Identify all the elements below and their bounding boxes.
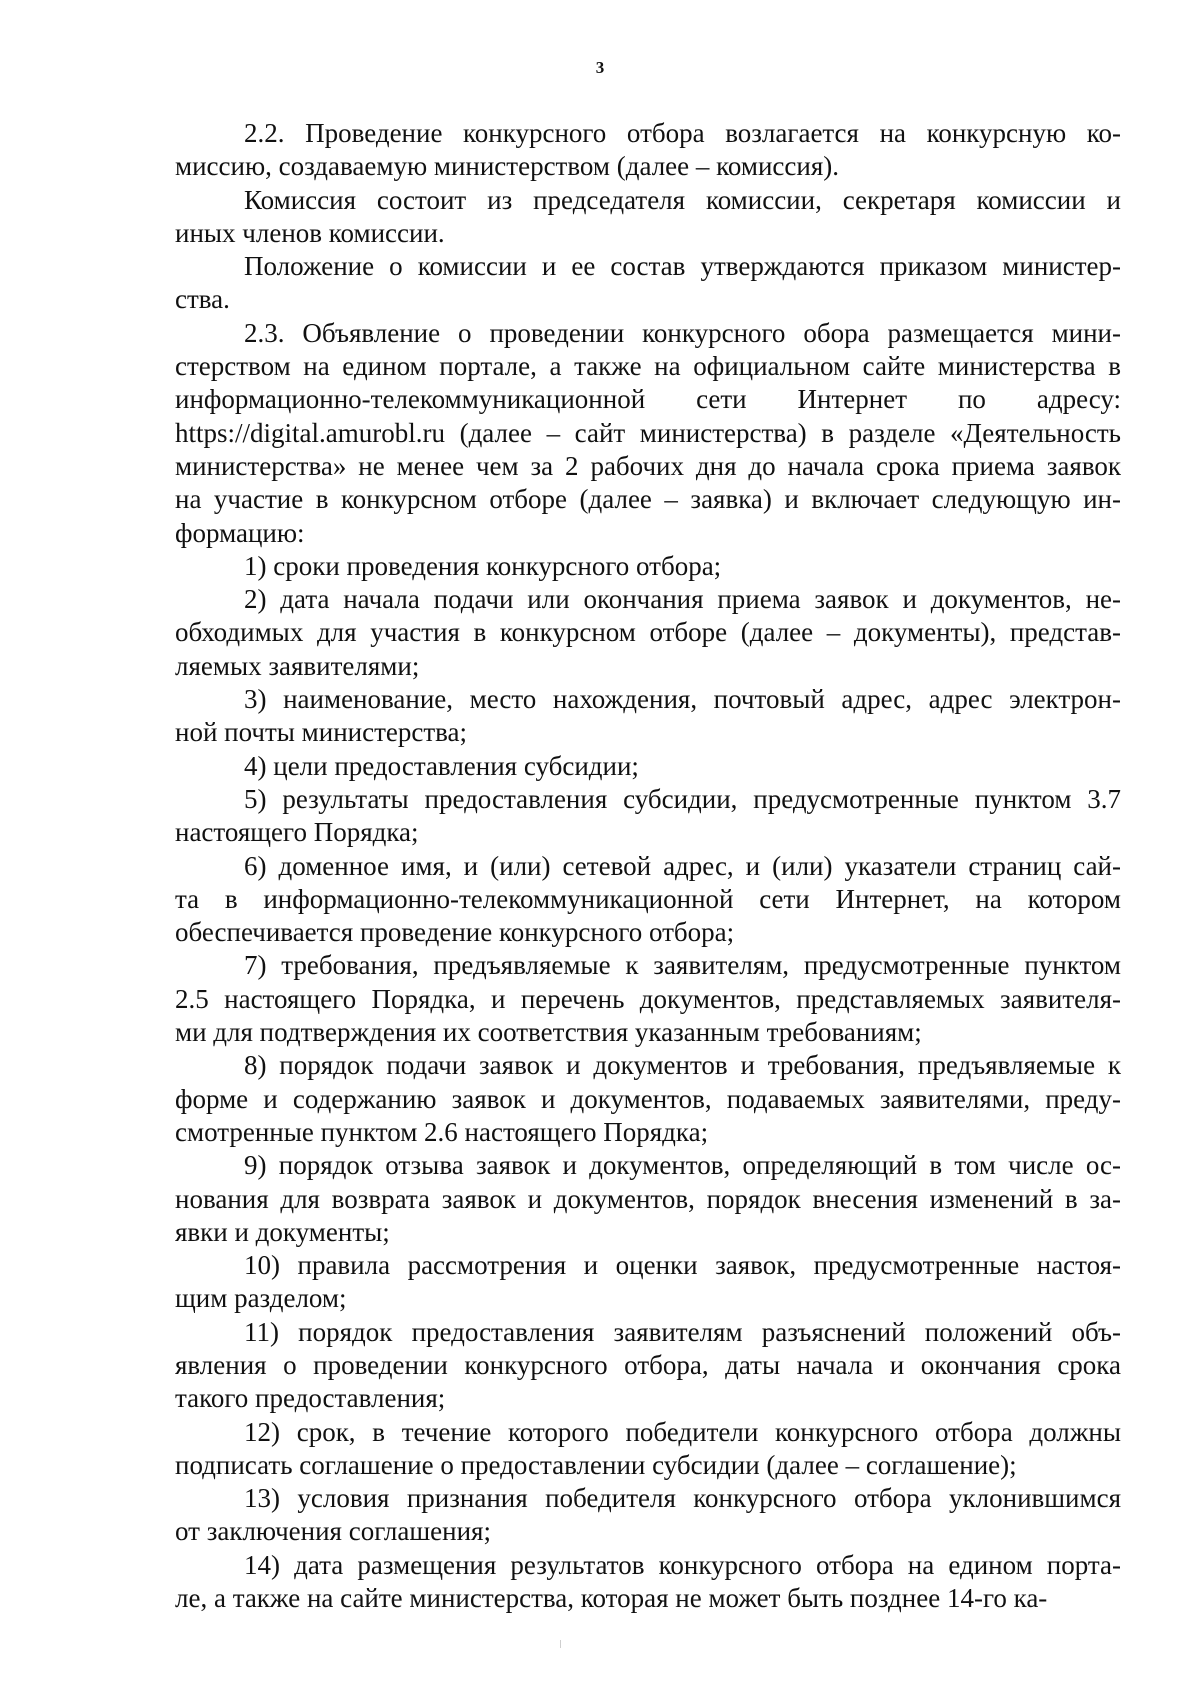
text-line: 10) правила рассмотрения и оценки заявок, предусмотренные настоя- [244, 1250, 1121, 1281]
text-line: 4) цели предоставления субсидии; [244, 750, 639, 781]
paragraph [175, 1316, 1121, 1416]
text-line: стерством на едином портале, а также на официальном сайте министерства в [175, 351, 1121, 382]
text-line: министерства» не менее чем за 2 рабочих дня до начала срока приема заявок [175, 450, 1121, 481]
document-body [175, 117, 1121, 1615]
paragraph [175, 550, 1121, 583]
paragraph [175, 949, 1121, 1049]
paragraph [175, 783, 1121, 850]
paragraph [175, 750, 1121, 783]
paragraph [175, 850, 1121, 950]
text-line: Положение о комиссии и ее состав утверждаются приказом министер- [244, 251, 1121, 282]
text-line: ляемых заявителями; [175, 650, 420, 681]
text-line: 9) порядок отзыва заявок и документов, определяющий в том числе ос- [244, 1150, 1121, 1181]
text-line: 7) требования, предъявляемые к заявителям, предусмотренные пунктом [244, 950, 1121, 981]
text-line: явки и документы; [175, 1216, 390, 1247]
text-line: 14) дата размещения результатов конкурсного отбора на едином порта- [244, 1549, 1121, 1580]
text-line: такого предоставления; [175, 1383, 446, 1414]
paragraph [175, 683, 1121, 750]
text-line: иных членов комиссии. [175, 217, 445, 248]
text-line: 11) порядок предоставления заявителям разъяснений положений объ- [244, 1316, 1121, 1347]
text-line: явления о проведении конкурсного отбора, даты начала и окончания срока [175, 1349, 1121, 1380]
text-line: щим разделом; [175, 1283, 347, 1314]
paragraph [175, 184, 1121, 251]
text-line: 8) порядок подачи заявок и документов и требования, предъявляемые к [244, 1050, 1121, 1081]
paragraph [175, 1482, 1121, 1549]
text-line: 2.3. Объявление о проведении конкурсного обора размещается мини- [244, 317, 1121, 348]
text-line: формацию: [175, 517, 305, 548]
text-line: 2.5 настоящего Порядка, и перечень документов, представляемых заявителя- [175, 983, 1121, 1014]
text-line: ной почты министерства; [175, 717, 468, 748]
text-line: ства. [175, 284, 230, 315]
paragraph [175, 1049, 1121, 1149]
text-line: обеспечивается проведение конкурсного отбора; [175, 917, 735, 948]
text-line: форме и содержанию заявок и документов, подаваемых заявителями, преду- [175, 1083, 1121, 1114]
paragraph [175, 1249, 1121, 1316]
paragraph [175, 1149, 1121, 1249]
text-line: ми для подтверждения их соответствия указанным требованиям; [175, 1017, 922, 1048]
text-line: нования для возврата заявок и документов, порядок внесения изменений в за- [175, 1183, 1121, 1214]
text-line: ле, а также на сайте министерства, которая не может быть позднее 14-го ка- [175, 1583, 1048, 1614]
text-line: https://digital.amurobl.ru (далее – сайт министерства) в разделе «Деятельность [175, 417, 1121, 448]
paragraph [175, 583, 1121, 683]
scan-artifact [560, 1640, 561, 1648]
text-line: смотренные пунктом 2.6 настоящего Порядка; [175, 1116, 709, 1147]
text-line: миссию, создаваемую министерством (далее – комиссия). [175, 151, 839, 182]
paragraph [175, 317, 1121, 550]
paragraph [175, 117, 1121, 184]
text-line: обходимых для участия в конкурсном отборе (далее – документы), представ- [175, 617, 1121, 648]
text-line: информационно-телекоммуникационной сети Интернет по адресу: [175, 384, 1121, 415]
page-number: 3 [595, 58, 605, 77]
text-line: 13) условия признания победителя конкурсного отбора уклонившимся [244, 1483, 1121, 1514]
text-line: 5) результаты предоставления субсидии, предусмотренные пунктом 3.7 [244, 783, 1121, 814]
text-line: 6) доменное имя, и (или) сетевой адрес, и (или) указатели страниц сай- [244, 850, 1121, 881]
paragraph [175, 1549, 1121, 1616]
text-line: 1) сроки проведения конкурсного отбора; [244, 550, 722, 581]
text-line: та в информационно-телекоммуникационной сети Интернет, на котором [175, 883, 1121, 914]
text-line: на участие в конкурсном отборе (далее – заявка) и включает следующую ин- [175, 484, 1121, 515]
text-line: 12) срок, в течение которого победители конкурсного отбора должны [244, 1416, 1121, 1447]
text-line: 3) наименование, место нахождения, почтовый адрес, адрес электрон- [244, 684, 1121, 715]
text-line: от заключения соглашения; [175, 1516, 491, 1547]
text-line: подписать соглашение о предоставлении субсидии (далее – соглашение); [175, 1449, 1017, 1480]
text-line: настоящего Порядка; [175, 817, 419, 848]
text-line: 2.2. Проведение конкурсного отбора возлагается на конкурсную ко- [244, 118, 1121, 148]
paragraph [175, 1416, 1121, 1483]
paragraph [175, 250, 1121, 317]
text-line: 2) дата начала подачи или окончания приема заявок и документов, не- [244, 584, 1121, 615]
text-line: Комиссия состоит из председателя комиссии, секретаря комиссии и [244, 184, 1121, 215]
